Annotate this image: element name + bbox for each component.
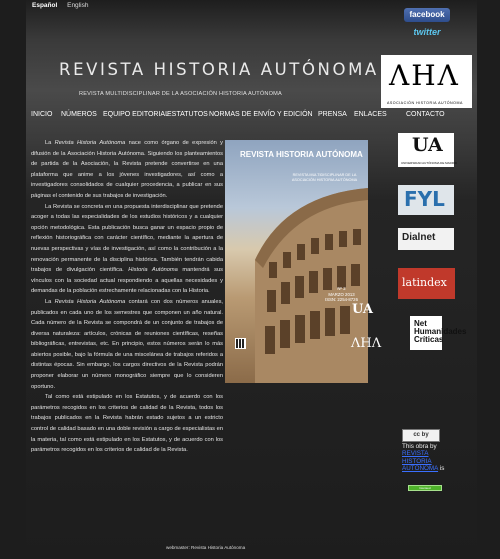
nav-prensa[interactable]: PRENSA bbox=[318, 111, 347, 118]
sidebar-latindex-logo[interactable]: latindex bbox=[398, 268, 455, 299]
paragraph-2: La Revista se concreta en una propuesta interdisciplinar que pretende acoger a todas las especialidades de los estudios históricos y a cualquier opción metodológica. Esta publicación busca ganar un espacio propio de reflexión historiográfica con carácter científico, mediante la apertura de nuevas perspectivas y vías de investigación, así como la contribución a la renovación permanente de la disciplina histórica. También tendrán cabida trabajos de divulgación científica. Historia Autónoma mantendrá sus vínculos con la sociedad actual respondiendo a aquellas necesidades y demandas de la población estrechamente relacionadas con la Historia. bbox=[31, 203, 223, 295]
nav-numeros[interactable]: NÚMEROS bbox=[61, 111, 97, 118]
association-logo[interactable] bbox=[381, 55, 472, 108]
sidebar-uam-logo[interactable]: UA UNIVERSIDAD AUTÓNOMA DE MADRID bbox=[398, 133, 454, 167]
paragraph-3: La Revista Historia Autónoma contará con dos números anuales, publicados en cada uno de los semestres que componen un año natural. Cada número de la Revista se compondrá de un conjunto de trabajos de diversa naturaleza: artículos, crónicas de reuniones científicas, reseñas bibliográficas, entrevistas, etc. En principio, estos números serán lo más abiertos posible, bajo la fórmula de una miscelánea de trabajos referidos a distintas épocas. Sin embargo, los cargos directivos de la Revista podrán proponer elaborar un número monográfico siempre que lo consideren oportuno. bbox=[31, 298, 223, 390]
license-link[interactable]: REVISTA HISTORIA AUTÓNOMA bbox=[402, 450, 439, 473]
page-subtitle: REVISTA MULTIDISCIPLINAR DE LA ASOCIACIÓN HISTORIA AUTÓNOMA bbox=[79, 91, 282, 97]
main-content bbox=[31, 138, 223, 456]
cover-issue-info: Nº 2 MARZO 2013 ISSN: 2254-8726 bbox=[325, 286, 358, 303]
main-nav bbox=[0, 110, 500, 122]
cover-subtitle: REVISTA MULTIDISCIPLINAR DE LA ASOCIACIÓN HISTORIA AUTÓNOMA bbox=[291, 173, 358, 182]
nav-inicio[interactable]: INICIO bbox=[31, 111, 53, 118]
creative-commons-icon[interactable]: cc by bbox=[402, 429, 440, 442]
qr-code-icon bbox=[235, 338, 246, 349]
page-title: REVISTA HISTORIA AUTÓNOMA bbox=[59, 60, 379, 79]
nav-equipo-editorial[interactable]: EQUIPO EDITORIAL bbox=[103, 111, 169, 118]
nav-enlaces[interactable]: ENLACES bbox=[354, 111, 387, 118]
logo-caption: ASOCIACIÓN HISTORIA AUTÓNOMA bbox=[387, 101, 463, 105]
language-switcher bbox=[32, 2, 96, 9]
nav-normas[interactable]: NORMAS DE ENVÍO Y EDICIÓN bbox=[209, 111, 313, 118]
twitter-button[interactable]: twitter bbox=[413, 27, 441, 37]
sidebar-dialnet-logo[interactable]: Dialnet bbox=[398, 228, 454, 250]
journal-cover-image[interactable] bbox=[225, 140, 382, 383]
sidebar-fyl-logo[interactable]: FYL bbox=[398, 185, 454, 215]
sidebar-humanidades-logo[interactable]: Net Humanidades Críticas bbox=[410, 316, 442, 350]
license-text: This obra by REVISTA HISTORIA AUTÓNOMA is bbox=[402, 443, 445, 473]
paragraph-4: Tal como está estipulado en los Estatutos, y de acuerdo con los parámetros recogidos en los criterios de calidad de la Revista, todos los trabajos publicados en la Revista habrán estado sujetos a un estricto control de calidad basado en una doble revisión a cargo de especialistas en la materia, tal como está estipulado en los Estatutos, y de acuerdo con los parámetros recogidos en los criterios de calidad de la Revista. bbox=[31, 394, 223, 454]
cover-ua-logo: UA bbox=[352, 302, 374, 317]
cover-title: REVISTA HISTORIA AUTÓNOMA bbox=[240, 150, 363, 159]
nav-estatutos[interactable]: ESTATUTOS bbox=[167, 111, 208, 118]
facebook-button[interactable]: facebook bbox=[404, 8, 450, 22]
cover-aha-logo: ΛHΛ bbox=[351, 336, 382, 351]
lang-english-link[interactable]: English bbox=[67, 2, 89, 9]
logo-letters: ΛHΛ bbox=[389, 59, 460, 92]
status-badge: licensed bbox=[408, 485, 442, 491]
nav-contacto[interactable]: CONTACTO bbox=[406, 111, 445, 118]
paragraph-1: La Revista Historia Autónoma nace como órgano de expresión y difusión de la Asociación Historia Autónoma. Siguiendo los planteamientos de partida de la Asociación, la Revista pretende convertirse en una plataforma que anime a los jóvenes investigadores, así como a investigadores consolidados de cualquier procedencia, a publicar en sus páginas el contenido de sus trabajos de investigación. bbox=[31, 140, 223, 199]
lang-spanish-link[interactable]: Español bbox=[32, 2, 58, 9]
footer-webmaster: webmaster: Revista Historia Autónoma bbox=[166, 545, 246, 550]
